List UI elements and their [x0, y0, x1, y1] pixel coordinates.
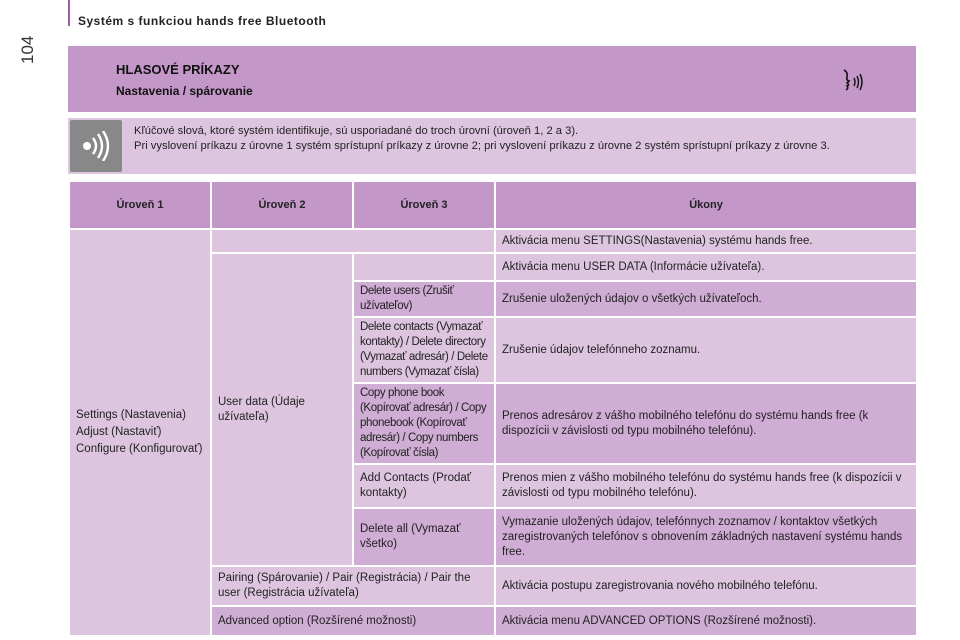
- intro-text: [134, 124, 904, 154]
- speaker-icon: [70, 120, 122, 172]
- action-cell: Prenos adresárov z vášho mobilného telefónu do systému hands free (k dispozícii v závislosti od typu mobilného telefónu).: [495, 383, 917, 464]
- table-header-row: [69, 181, 917, 229]
- voice-command-table: [68, 180, 918, 637]
- level3-cell: Delete users (Zrušiť užívateľov): [353, 281, 495, 317]
- column-header-level2: Úroveň 2: [211, 181, 353, 229]
- action-cell: Aktivácia postupu zaregistrovania nového mobilného telefónu.: [495, 566, 917, 606]
- level1-settings-cell: Settings (Nastavenia) Adjust (Nastaviť) Configure (Konfigurovať): [69, 229, 211, 636]
- page-number: 104: [18, 35, 37, 64]
- intro-panel: [68, 118, 916, 174]
- level2-advanced-cell: Advanced option (Rozšírené možnosti): [211, 606, 495, 636]
- section-title: HLASOVÉ PRÍKAZY: [116, 62, 240, 77]
- action-cell: Zrušenie uložených údajov o všetkých užívateľoch.: [495, 281, 917, 317]
- page-header-title: Systém s funkciou hands free Bluetooth: [78, 14, 327, 28]
- section-subtitle: Nastavenia / spárovanie: [116, 84, 253, 98]
- level3-cell: Copy phone book (Kopírovať adresár) / Copy phonebook (Kopírovať adresár) / Copy numbers (Kopírovať čísla): [353, 383, 495, 464]
- level2-pairing-cell: Pairing (Spárovanie) / Pair (Registrácia) / Pair the user (Registrácia užívateľa): [211, 566, 495, 606]
- header-accent-line: [68, 0, 70, 26]
- level3-cell: Delete contacts (Vymazať kontakty) / Delete directory (Vymazať adresár) / Delete numbers (Vymazať čísla): [353, 317, 495, 383]
- action-cell: Aktivácia menu ADVANCED OPTIONS (Rozšírené možnosti).: [495, 606, 917, 636]
- action-cell: Aktivácia menu SETTINGS(Nastavenia) systému hands free.: [495, 229, 917, 253]
- action-cell: Aktivácia menu USER DATA (Informácie užívateľa).: [495, 253, 917, 281]
- action-cell: Vymazanie uložených údajov, telefónnych zoznamov / kontaktov všetkých zaregistrovaných telefónov s obnovením základných nastavení systému hands free.: [495, 508, 917, 566]
- intro-line-2: Pri vyslovení príkazu z úrovne 1 systém sprístupní príkazy z úrovne 2; pri vyslovení príkazu z úrovne 2 systém sprístupní príkazy z úrovne 3.: [134, 140, 830, 152]
- level2-user-data-cell: User data (Údaje užívateľa): [211, 253, 353, 566]
- intro-line-1: Kľúčové slová, ktoré systém identifikuje, sú usporiadané do troch úrovní (úroveň 1, 2 a 3).: [134, 125, 579, 137]
- empty-cell: [211, 229, 495, 253]
- empty-cell: [353, 253, 495, 281]
- column-header-level1: Úroveň 1: [69, 181, 211, 229]
- action-cell: Zrušenie údajov telefónneho zoznamu.: [495, 317, 917, 383]
- section-banner: [68, 46, 916, 112]
- level3-cell: Add Contacts (Prodať kontakty): [353, 464, 495, 508]
- voice-command-icon: [838, 68, 868, 96]
- column-header-level3: Úroveň 3: [353, 181, 495, 229]
- level3-cell: Delete all (Vymazať všetko): [353, 508, 495, 566]
- table-row: [69, 229, 917, 253]
- column-header-actions: Úkony: [495, 181, 917, 229]
- action-cell: Prenos mien z vášho mobilného telefónu do systému hands free (k dispozícii v závislosti od typu mobilného telefónu).: [495, 464, 917, 508]
